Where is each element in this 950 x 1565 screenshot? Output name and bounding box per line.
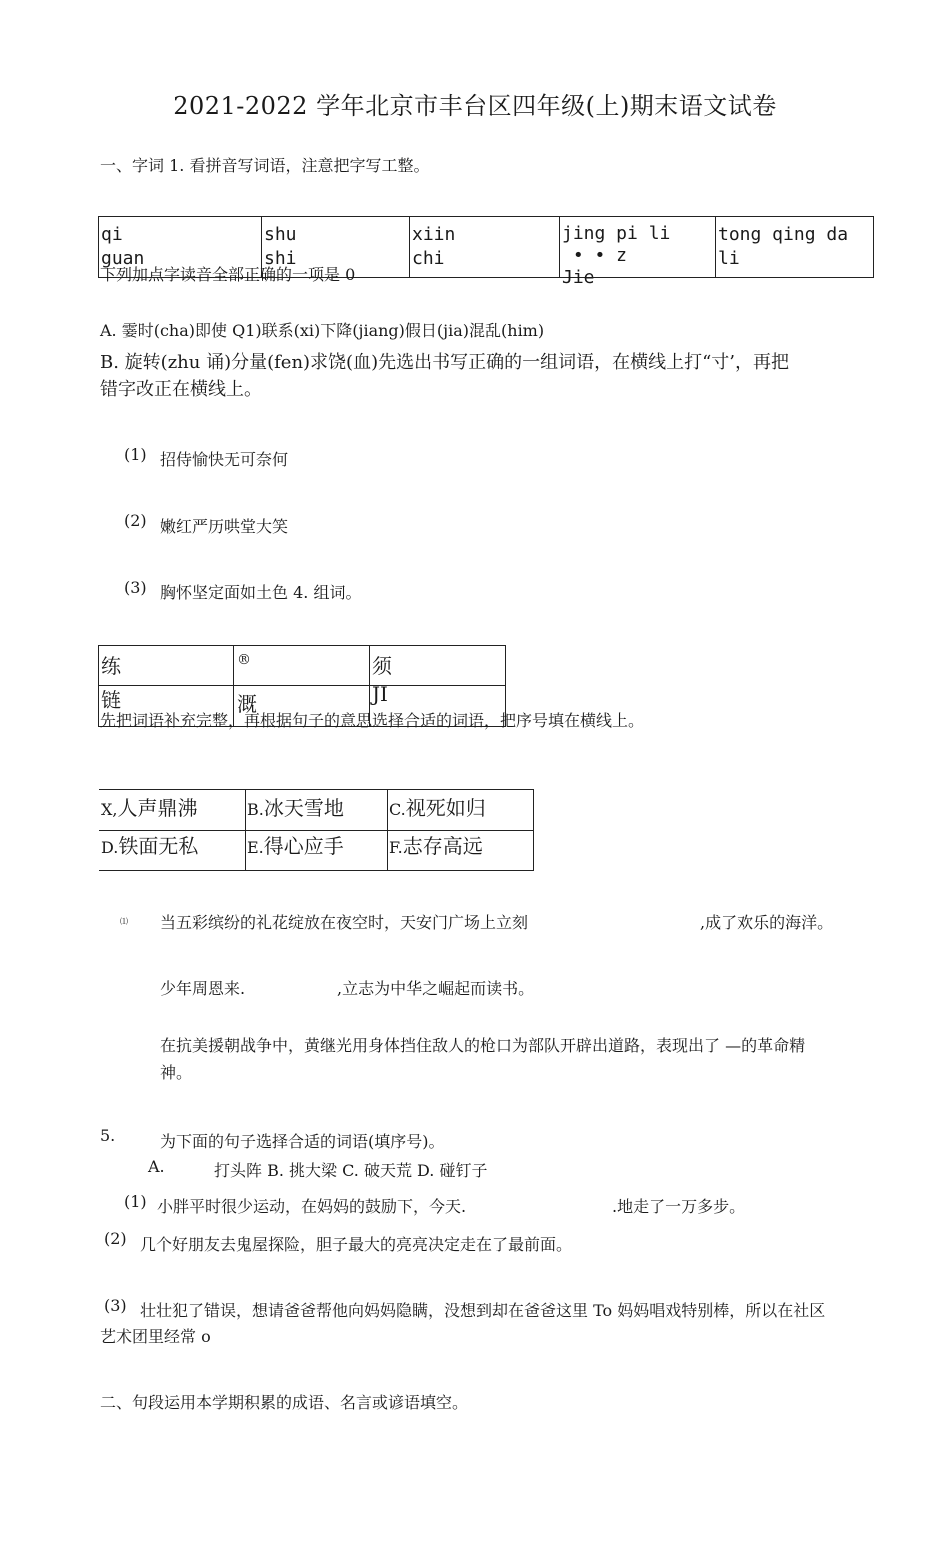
sentence-3-line-2: 神。 bbox=[160, 1063, 193, 1082]
q5-sentence-2: 几个好朋友去鬼屋探险，胆子最大的亮亮决定走在了最前面。 bbox=[140, 1235, 573, 1254]
word-cell: ® bbox=[237, 652, 251, 668]
q5-title: 为下面的句子选择合适的词语(填序号)。 bbox=[160, 1132, 445, 1151]
idiom-table bbox=[99, 789, 534, 871]
q5-option-a-label: A. bbox=[148, 1157, 165, 1176]
q3-item-text: 胸怀坚定面如土色 4. 组词。 bbox=[160, 583, 362, 602]
idiom-text: 志存高远 bbox=[402, 834, 483, 858]
idiom-letter: D. bbox=[101, 838, 119, 857]
idiom-text: 视死如归 bbox=[405, 796, 486, 820]
option-a: A. 霎时(cha)即使 Q1)联系(xi)下降(jiang)假日(jia)混乱(him) bbox=[100, 321, 545, 340]
q3-item-number: (1) bbox=[124, 445, 147, 464]
idiom-letter: E. bbox=[247, 838, 264, 857]
idiom-option bbox=[101, 792, 197, 821]
word-cell: JI bbox=[372, 682, 388, 706]
word-cell: 练 bbox=[101, 654, 121, 678]
option-b-line-2: 错字改正在横线上。 bbox=[100, 379, 262, 400]
idiom-text: 人声鼎沸 bbox=[117, 796, 198, 820]
idiom-option bbox=[389, 792, 486, 821]
page-title: 2021-2022 学年北京市丰台区四年级(上)期末语文试卷 bbox=[173, 92, 777, 120]
q3-item-text: 招侍愉快无可奈何 bbox=[160, 450, 289, 469]
idiom-text: 冰天雪地 bbox=[263, 796, 344, 820]
idiom-text: 得心应手 bbox=[263, 834, 344, 858]
pinyin-cell: qi guan bbox=[101, 224, 145, 269]
idiom-option bbox=[247, 830, 344, 859]
sentence-1-part-a: 当五彩缤纷的礼花绽放在夜空时，天安门广场上立刻 bbox=[160, 913, 529, 932]
idiom-text: 铁面无私 bbox=[118, 834, 199, 858]
pinyin-cell: jing pi li • • z Jie bbox=[562, 223, 671, 288]
q3-item-number: (2) bbox=[124, 511, 147, 530]
q5-sentence-3-line-2: 艺术团里经常 o bbox=[100, 1327, 211, 1346]
sentence-3-line-1: 在抗美援朝战争中，黄继光用身体挡住敌人的枪口为部队开辟出道路，表现出了 —的革命精 bbox=[160, 1036, 806, 1055]
sentence-marker: ⑴ bbox=[120, 917, 128, 926]
sentence-2-part-b: ,立志为中华之崛起而读书。 bbox=[337, 979, 535, 998]
question-2-prompt: 下列加点字读音全部正确的一项是 0 bbox=[100, 265, 356, 284]
question-5-prompt: 先把词语补充完整，再根据句子的意思选择合适的词语，把序号填在横线上。 bbox=[100, 711, 645, 730]
idiom-option bbox=[101, 830, 198, 859]
idiom-option bbox=[247, 792, 344, 821]
pinyin-cell: xiin chi bbox=[412, 224, 456, 269]
sentence-1-part-b: ,成了欢乐的海洋。 bbox=[700, 913, 834, 932]
q5-sentence-1-part-b: .地走了一万多步。 bbox=[612, 1197, 746, 1216]
table-divider bbox=[715, 217, 716, 277]
table-divider bbox=[559, 217, 560, 277]
q5-sentence-3-line-1: 壮壮犯了错误，想请爸爸帮他向妈妈隐瞒，没想到却在爸爸这里 To 妈妈唱戏特别棒，所以在社区 bbox=[140, 1301, 826, 1320]
q5-options: 打头阵 B. 挑大梁 C. 破天荒 D. 碰钉子 bbox=[214, 1161, 488, 1180]
sentence-2-part-a: 少年周恩来. bbox=[160, 979, 246, 998]
idiom-letter: F. bbox=[389, 838, 403, 857]
q5-sentence-number: (2) bbox=[104, 1229, 127, 1248]
q5-sentence-1-part-a: 小胖平时很少运动，在妈妈的鼓励下，今天. bbox=[157, 1197, 467, 1216]
table-divider bbox=[409, 217, 410, 277]
section-1-header: 一、字词 1. 看拼音写词语，注意把字写工整。 bbox=[100, 156, 430, 175]
option-b-line-1: B. 旋转(zhu 诵)分量(fen)求饶(血)先选出书写正确的一组词语，在横线上打“寸’，再把 bbox=[100, 352, 790, 373]
word-cell: 溉 bbox=[237, 692, 257, 716]
q5-sentence-number: (1) bbox=[124, 1192, 147, 1211]
idiom-letter: C. bbox=[389, 800, 406, 819]
pinyin-cell: shu shi bbox=[264, 224, 297, 269]
q3-item-text: 嫩红严历哄堂大笑 bbox=[160, 517, 289, 536]
q5-number: 5. bbox=[100, 1126, 116, 1145]
idiom-letter: B. bbox=[247, 800, 264, 819]
pinyin-cell: tong qing da li bbox=[718, 224, 849, 269]
idiom-option bbox=[389, 830, 483, 859]
word-cell: 须 bbox=[372, 654, 392, 678]
word-cell: 链 bbox=[101, 688, 121, 712]
table-divider bbox=[99, 685, 505, 686]
q3-item-number: (3) bbox=[124, 578, 147, 597]
q5-sentence-number: (3) bbox=[104, 1296, 127, 1315]
idiom-letter: X, bbox=[101, 800, 118, 819]
section-2-header: 二、句段运用本学期积累的成语、名言或谚语填空。 bbox=[100, 1393, 469, 1412]
